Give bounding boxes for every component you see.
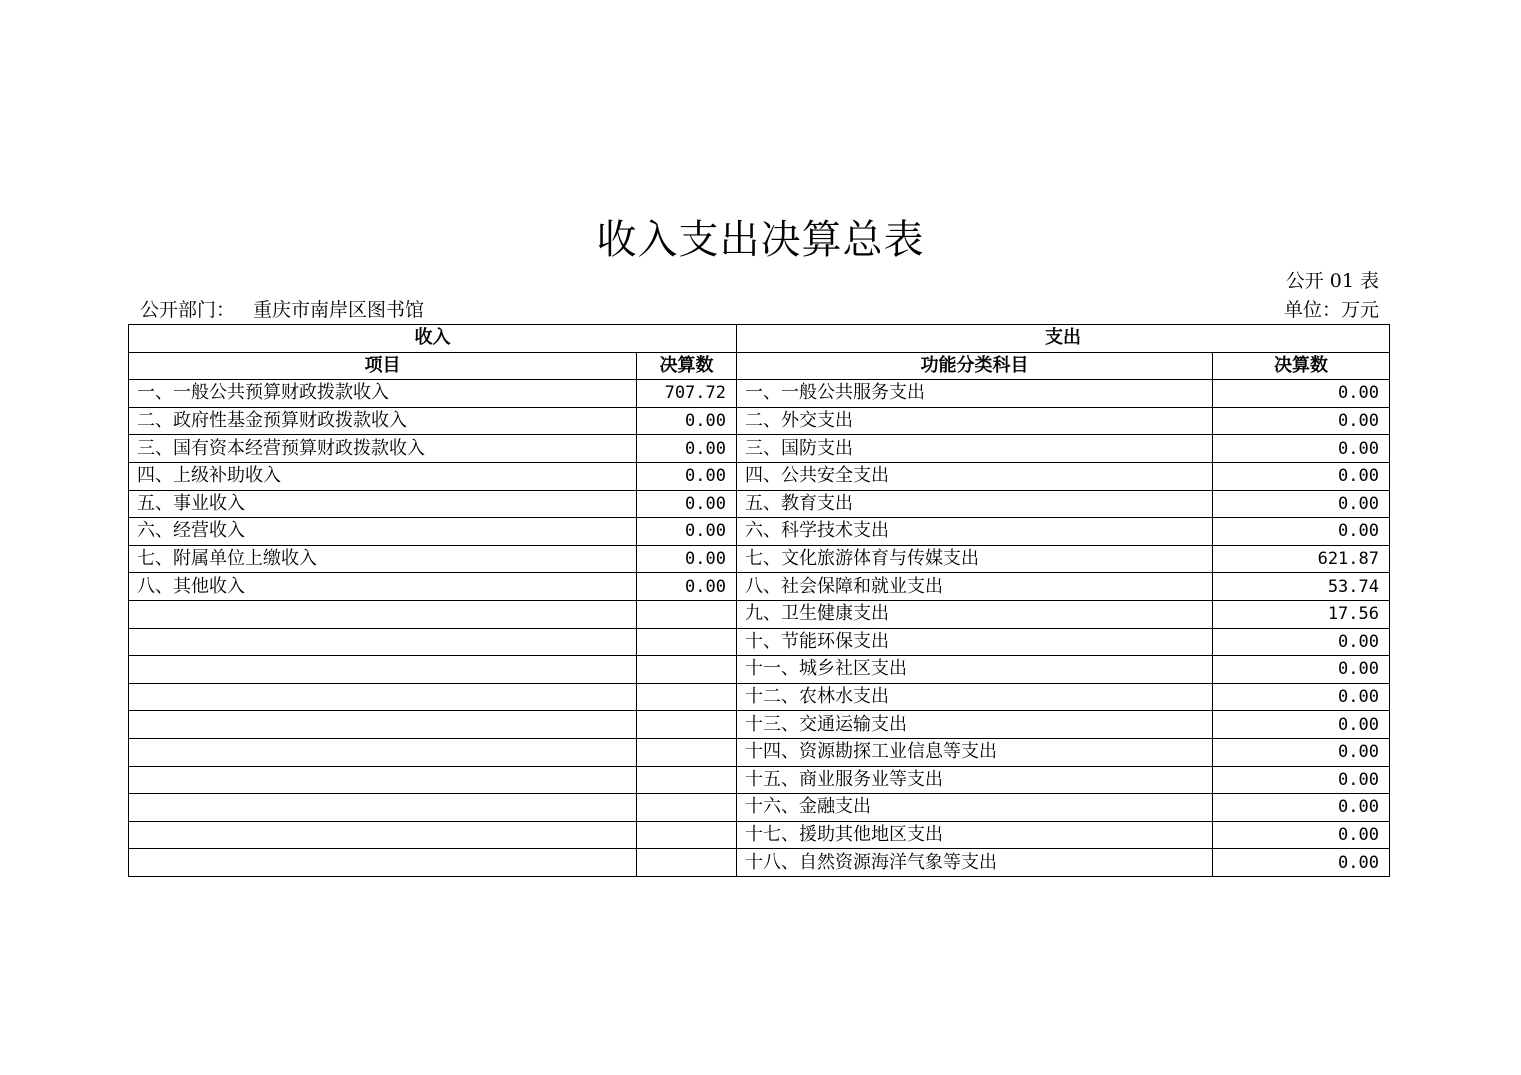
table-row [129,518,1390,546]
income-amount-cell [637,711,737,739]
income-item-cell [129,766,637,794]
income-item-cell: 六、经营收入 [129,518,637,546]
expense-amount-cell: 0.00 [1213,462,1390,490]
income-item-cell: 三、国有资本经营预算财政拨款收入 [129,435,637,463]
expense-amount-cell: 0.00 [1213,766,1390,794]
table-row [129,656,1390,684]
income-item-cell [129,821,637,849]
expense-amount-cell: 0.00 [1213,407,1390,435]
income-amount-cell: 0.00 [637,407,737,435]
expense-item-cell: 十六、金融支出 [737,794,1213,822]
expense-item-cell: 十四、资源勘探工业信息等支出 [737,738,1213,766]
expense-amount-cell: 17.56 [1213,600,1390,628]
department-label: 公开部门： [140,299,236,321]
expense-item-cell: 一、一般公共服务支出 [737,380,1213,408]
table-row [129,711,1390,739]
income-amount-cell: 0.00 [637,435,737,463]
table-row [129,794,1390,822]
income-item-cell: 五、事业收入 [129,490,637,518]
expense-item-cell: 三、国防支出 [737,435,1213,463]
table-row [129,821,1390,849]
expense-item-cell: 十一、城乡社区支出 [737,656,1213,684]
table-row [129,766,1390,794]
income-amount-cell: 0.00 [637,573,737,601]
table-row [129,738,1390,766]
expense-item-cell: 七、文化旅游体育与传媒支出 [737,545,1213,573]
department-line [140,297,424,323]
income-item-cell [129,849,637,877]
income-amount-cell [637,794,737,822]
income-amount-cell [637,849,737,877]
expense-amount-cell: 0.00 [1213,435,1390,463]
income-amount-cell: 707.72 [637,380,737,408]
table-body [129,325,1390,877]
table-row [129,490,1390,518]
income-amount-cell [637,683,737,711]
income-item-cell [129,600,637,628]
table-number: 公开 01 表 [1285,270,1379,292]
expense-amount-cell: 53.74 [1213,573,1390,601]
income-amount-cell [637,738,737,766]
income-item-cell [129,683,637,711]
income-item-cell: 七、附属单位上缴收入 [129,545,637,573]
expense-amount-cell: 0.00 [1213,821,1390,849]
income-item-cell [129,711,637,739]
income-item-cell [129,656,637,684]
table-row [129,849,1390,877]
header-row-columns [129,352,1390,380]
expense-header: 支出 [737,325,1390,353]
table-row [129,435,1390,463]
income-amount-header: 决算数 [637,352,737,380]
page-title: 收入支出决算总表 [596,217,925,263]
income-amount-cell [637,821,737,849]
header-row-group [129,325,1390,353]
expense-item-cell: 十三、交通运输支出 [737,711,1213,739]
income-amount-cell: 0.00 [637,518,737,546]
expense-amount-cell: 0.00 [1213,490,1390,518]
expense-amount-cell: 0.00 [1213,794,1390,822]
table-row [129,683,1390,711]
expense-item-cell: 二、外交支出 [737,407,1213,435]
table-row [129,407,1390,435]
unit-label: 单位：万元 [1283,299,1379,321]
income-amount-cell [637,656,737,684]
income-amount-cell [637,600,737,628]
expense-item-cell: 十八、自然资源海洋气象等支出 [737,849,1213,877]
expense-amount-cell: 0.00 [1213,518,1390,546]
item-header: 项目 [129,352,637,380]
expense-amount-cell: 0.00 [1213,628,1390,656]
expense-amount-cell: 621.87 [1213,545,1390,573]
income-item-cell [129,628,637,656]
expense-item-cell: 九、卫生健康支出 [737,600,1213,628]
income-item-cell: 四、上级补助收入 [129,462,637,490]
expense-amount-cell: 0.00 [1213,683,1390,711]
income-amount-cell: 0.00 [637,545,737,573]
income-amount-cell: 0.00 [637,490,737,518]
expense-item-cell: 十二、农林水支出 [737,683,1213,711]
expense-amount-cell: 0.00 [1213,656,1390,684]
expense-item-cell: 八、社会保障和就业支出 [737,573,1213,601]
expense-amount-cell: 0.00 [1213,380,1390,408]
income-item-cell: 一、一般公共预算财政拨款收入 [129,380,637,408]
expense-item-cell: 六、科学技术支出 [737,518,1213,546]
income-amount-cell: 0.00 [637,462,737,490]
income-header: 收入 [129,325,737,353]
expense-item-cell: 十七、援助其他地区支出 [737,821,1213,849]
income-expense-table [128,324,1390,877]
expense-item-cell: 十五、商业服务业等支出 [737,766,1213,794]
department-name: 重庆市南岸区图书馆 [253,299,425,321]
table-row [129,628,1390,656]
table-row [129,380,1390,408]
income-item-cell: 八、其他收入 [129,573,637,601]
income-item-cell [129,794,637,822]
expense-amount-cell: 0.00 [1213,849,1390,877]
category-header: 功能分类科目 [737,352,1213,380]
income-item-cell: 二、政府性基金预算财政拨款收入 [129,407,637,435]
expense-item-cell: 十、节能环保支出 [737,628,1213,656]
income-item-cell [129,738,637,766]
table-row [129,545,1390,573]
expense-amount-header: 决算数 [1213,352,1390,380]
income-amount-cell [637,766,737,794]
table-row [129,600,1390,628]
expense-item-cell: 五、教育支出 [737,490,1213,518]
expense-amount-cell: 0.00 [1213,711,1390,739]
table-row [129,573,1390,601]
income-amount-cell [637,628,737,656]
table-row [129,462,1390,490]
expense-amount-cell: 0.00 [1213,738,1390,766]
expense-item-cell: 四、公共安全支出 [737,462,1213,490]
